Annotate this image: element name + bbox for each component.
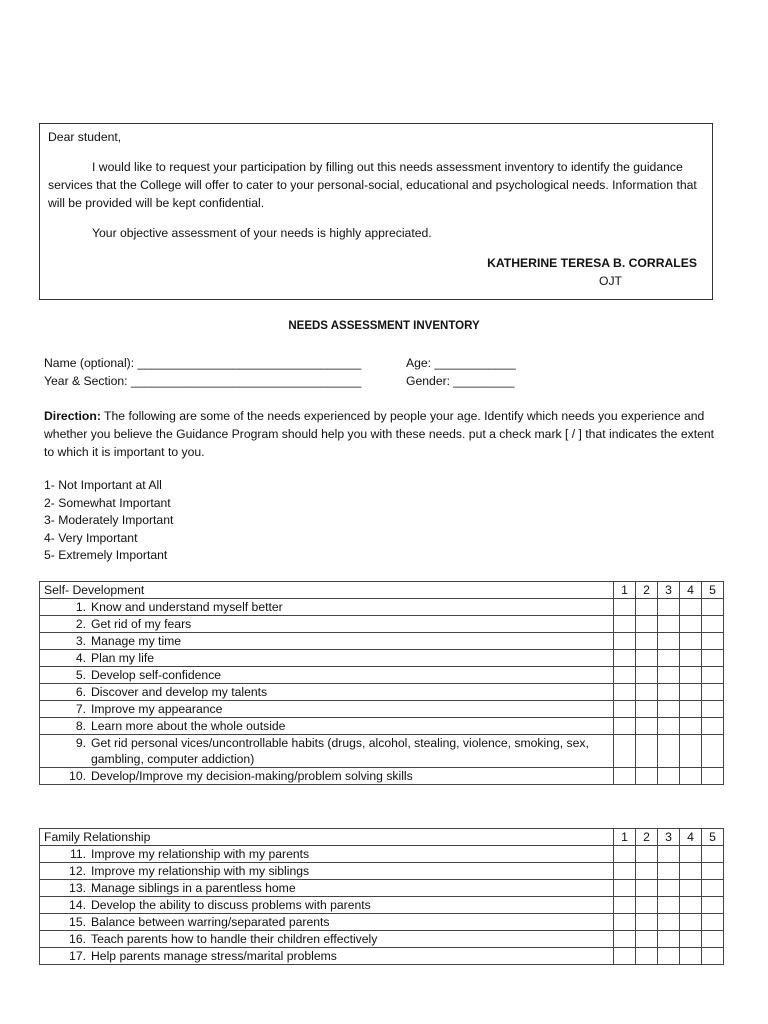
rating-checkbox-cell[interactable] [636,667,658,684]
rating-checkbox-cell[interactable] [636,914,658,931]
table-header-row [40,829,724,846]
table-row [40,616,724,633]
item-number: 1. [75,600,86,614]
item-text: Improve my relationship with my parents [91,847,310,861]
rating-checkbox-cell[interactable] [702,735,724,768]
rating-checkbox-cell[interactable] [658,718,680,735]
gender-field[interactable]: Gender: _________ [406,374,515,388]
item-text: Help parents manage stress/marital problems [91,949,337,963]
rating-header: 2 [636,582,658,599]
rating-checkbox-cell[interactable] [614,948,636,965]
table-row [40,880,724,897]
direction-paragraph [44,407,724,461]
item-cell [40,701,614,718]
table-row [40,633,724,650]
table-row [40,931,724,948]
rating-checkbox-cell[interactable] [658,880,680,897]
scale-item: 3- Moderately Important [44,513,174,527]
rating-checkbox-cell[interactable] [680,633,702,650]
table-row [40,718,724,735]
rating-header: 4 [680,829,702,846]
rating-checkbox-cell[interactable] [614,931,636,948]
rating-checkbox-cell[interactable] [636,735,658,768]
rating-checkbox-cell[interactable] [636,931,658,948]
item-text: Learn more about the whole outside [91,719,286,733]
table-row [40,914,724,931]
age-field[interactable]: Age: ____________ [406,356,516,370]
rating-header: 1 [614,582,636,599]
item-text: Get rid of my fears [91,617,192,631]
section-title: Family Relationship [40,829,614,846]
rating-checkbox-cell[interactable] [636,948,658,965]
item-text: Develop the ability to discuss problems with parents [91,898,371,912]
item-cell [40,616,614,633]
rating-checkbox-cell[interactable] [658,667,680,684]
rating-checkbox-cell[interactable] [658,701,680,718]
table-header-row [40,582,724,599]
rating-checkbox-cell[interactable] [614,701,636,718]
rating-checkbox-cell[interactable] [702,616,724,633]
rating-checkbox-cell[interactable] [614,768,636,785]
item-text: Develop/Improve my decision-making/problem solving skills [91,769,413,783]
rating-checkbox-cell[interactable] [658,914,680,931]
rating-checkbox-cell[interactable] [636,863,658,880]
item-cell [40,914,614,931]
item-text: Teach parents how to handle their children effectively [91,932,378,946]
item-number: 11. [69,847,86,861]
rating-checkbox-cell[interactable] [680,735,702,768]
item-number: 9. [75,736,86,750]
rating-checkbox-cell[interactable] [702,948,724,965]
item-cell [40,650,614,667]
rating-checkbox-cell[interactable] [680,667,702,684]
rating-checkbox-cell[interactable] [680,718,702,735]
rating-header: 4 [680,582,702,599]
rating-checkbox-cell[interactable] [680,768,702,785]
table-row [40,897,724,914]
rating-checkbox-cell[interactable] [658,948,680,965]
item-text: Develop self-confidence [91,668,222,682]
rating-checkbox-cell[interactable] [702,863,724,880]
table-row [40,948,724,965]
item-text: Manage my time [91,634,182,648]
rating-checkbox-cell[interactable] [680,650,702,667]
rating-checkbox-cell[interactable] [658,684,680,701]
year-section-field[interactable]: Year & Section: __________________________________ [44,374,362,388]
rating-checkbox-cell[interactable] [702,650,724,667]
rating-checkbox-cell[interactable] [680,846,702,863]
rating-checkbox-cell[interactable] [614,846,636,863]
rating-checkbox-cell[interactable] [614,880,636,897]
item-cell [40,846,614,863]
item-text: Manage siblings in a parentless home [91,881,296,895]
rating-checkbox-cell[interactable] [636,846,658,863]
item-number: 5. [75,668,86,682]
scale-item: 4- Very Important [44,530,138,545]
item-number: 12. [69,864,86,878]
table-row [40,735,724,768]
item-cell [40,863,614,880]
rating-checkbox-cell[interactable] [614,684,636,701]
family-relationship-table [39,828,724,965]
rating-checkbox-cell[interactable] [702,599,724,616]
rating-checkbox-cell[interactable] [614,616,636,633]
rating-checkbox-cell[interactable] [658,768,680,785]
rating-header: 5 [702,582,724,599]
rating-checkbox-cell[interactable] [702,667,724,684]
rating-checkbox-cell[interactable] [702,701,724,718]
signature-block [48,254,704,290]
rating-checkbox-cell[interactable] [614,633,636,650]
table-row [40,863,724,880]
rating-checkbox-cell[interactable] [680,897,702,914]
rating-checkbox-cell[interactable] [636,616,658,633]
rating-checkbox-cell[interactable] [702,897,724,914]
rating-checkbox-cell[interactable] [636,897,658,914]
table-row [40,650,724,667]
item-text: Get rid personal vices/uncontrollable habits (drugs, alcohol, stealing, violence, smoking, sex, gambling, computer addiction) [91,736,589,766]
item-number: 10. [69,769,86,783]
table-row [40,768,724,785]
rating-checkbox-cell[interactable] [702,684,724,701]
item-cell [40,735,614,768]
item-cell [40,633,614,650]
rating-checkbox-cell[interactable] [636,684,658,701]
rating-checkbox-cell[interactable] [636,599,658,616]
scale-item: 2- Somewhat Important [44,495,171,510]
scale-item: 1- Not Important at All [44,478,162,492]
table-row [40,846,724,863]
item-number: 17. [69,949,86,963]
rating-checkbox-cell[interactable] [636,650,658,667]
rating-checkbox-cell[interactable] [636,633,658,650]
scale-item: 5- Extremely Important [44,548,168,562]
rating-header: 3 [658,582,680,599]
item-number: 14. [69,898,86,912]
item-text: Improve my relationship with my siblings [91,864,310,878]
item-cell [40,897,614,914]
self-development-table [39,581,724,785]
rating-checkbox-cell[interactable] [702,880,724,897]
item-text: Know and understand myself better [91,600,283,614]
rating-checkbox-cell[interactable] [702,846,724,863]
signatory-name: KATHERINE TERESA B. CORRALES [487,256,697,270]
direction-text: The following are some of the needs experienced by people your age. Identify which needs you experience and whether you believe the Guidance Program should help you with these needs. put a check mark [ / ] that indicates the extent to which it is important to you. [44,409,715,459]
rating-checkbox-cell[interactable] [702,718,724,735]
rating-checkbox-cell[interactable] [702,914,724,931]
item-text: Improve my appearance [91,702,223,716]
item-number: 4. [75,651,86,665]
item-number: 3. [75,634,86,648]
section-title: Self- Development [40,582,614,599]
item-text: Plan my life [91,651,154,665]
rating-checkbox-cell[interactable] [614,650,636,667]
rating-checkbox-cell[interactable] [658,846,680,863]
signatory-role: OJT [598,274,622,288]
rating-checkbox-cell[interactable] [658,650,680,667]
table-row [40,701,724,718]
rating-checkbox-cell[interactable] [614,667,636,684]
rating-checkbox-cell[interactable] [658,599,680,616]
item-text: Balance between warring/separated parents [91,915,330,929]
rating-checkbox-cell[interactable] [614,863,636,880]
table-row [40,684,724,701]
table-row [40,667,724,684]
rating-checkbox-cell[interactable] [658,897,680,914]
rating-checkbox-cell[interactable] [614,718,636,735]
rating-checkbox-cell[interactable] [680,599,702,616]
rating-checkbox-cell[interactable] [702,633,724,650]
rating-checkbox-cell[interactable] [658,735,680,768]
rating-header: 5 [702,829,724,846]
item-cell [40,931,614,948]
direction-label: Direction: [44,409,101,423]
rating-checkbox-cell[interactable] [636,880,658,897]
item-number: 7. [75,702,86,716]
rating-header: 3 [658,829,680,846]
item-number: 8. [75,719,86,733]
rating-checkbox-cell[interactable] [680,880,702,897]
rating-checkbox-cell[interactable] [614,735,636,768]
rating-checkbox-cell[interactable] [680,914,702,931]
item-cell [40,599,614,616]
letter-box [39,123,713,300]
rating-checkbox-cell[interactable] [680,616,702,633]
item-cell [40,948,614,965]
rating-checkbox-cell[interactable] [614,599,636,616]
item-text: Discover and develop my talents [91,685,268,699]
rating-checkbox-cell[interactable] [658,616,680,633]
item-cell [40,880,614,897]
rating-checkbox-cell[interactable] [680,863,702,880]
rating-checkbox-cell[interactable] [680,701,702,718]
rating-checkbox-cell[interactable] [680,684,702,701]
rating-checkbox-cell[interactable] [614,914,636,931]
name-field[interactable]: Name (optional): _________________________________ [44,356,362,370]
item-cell [40,768,614,785]
item-cell [40,684,614,701]
rating-checkbox-cell[interactable] [658,863,680,880]
rating-checkbox-cell[interactable] [636,718,658,735]
rating-checkbox-cell[interactable] [680,931,702,948]
form-title: NEEDS ASSESSMENT INVENTORY [288,320,480,332]
table-row [40,599,724,616]
letter-paragraph-2: Your objective assessment of your needs is highly appreciated. [92,226,432,240]
item-number: 13. [69,881,86,895]
rating-checkbox-cell[interactable] [702,931,724,948]
rating-checkbox-cell[interactable] [702,768,724,785]
item-cell [40,718,614,735]
rating-checkbox-cell[interactable] [614,897,636,914]
rating-checkbox-cell[interactable] [680,948,702,965]
rating-checkbox-cell[interactable] [636,701,658,718]
rating-header: 2 [636,829,658,846]
item-number: 2. [75,617,86,631]
item-number: 15. [69,915,86,929]
rating-checkbox-cell[interactable] [658,633,680,650]
rating-checkbox-cell[interactable] [636,768,658,785]
letter-salutation: Dear student, [48,130,122,144]
rating-scale-legend [44,477,173,565]
item-number: 6. [75,685,86,699]
rating-checkbox-cell[interactable] [658,931,680,948]
item-cell [40,667,614,684]
letter-paragraph-1: I would like to request your participation by filling out this needs assessment inventory to identify the guidance services that the College will offer to cater to your personal-social, educational and psychological needs. Information that will be provided will be kept confidential. [48,160,697,210]
rating-header: 1 [614,829,636,846]
item-number: 16. [69,932,86,946]
